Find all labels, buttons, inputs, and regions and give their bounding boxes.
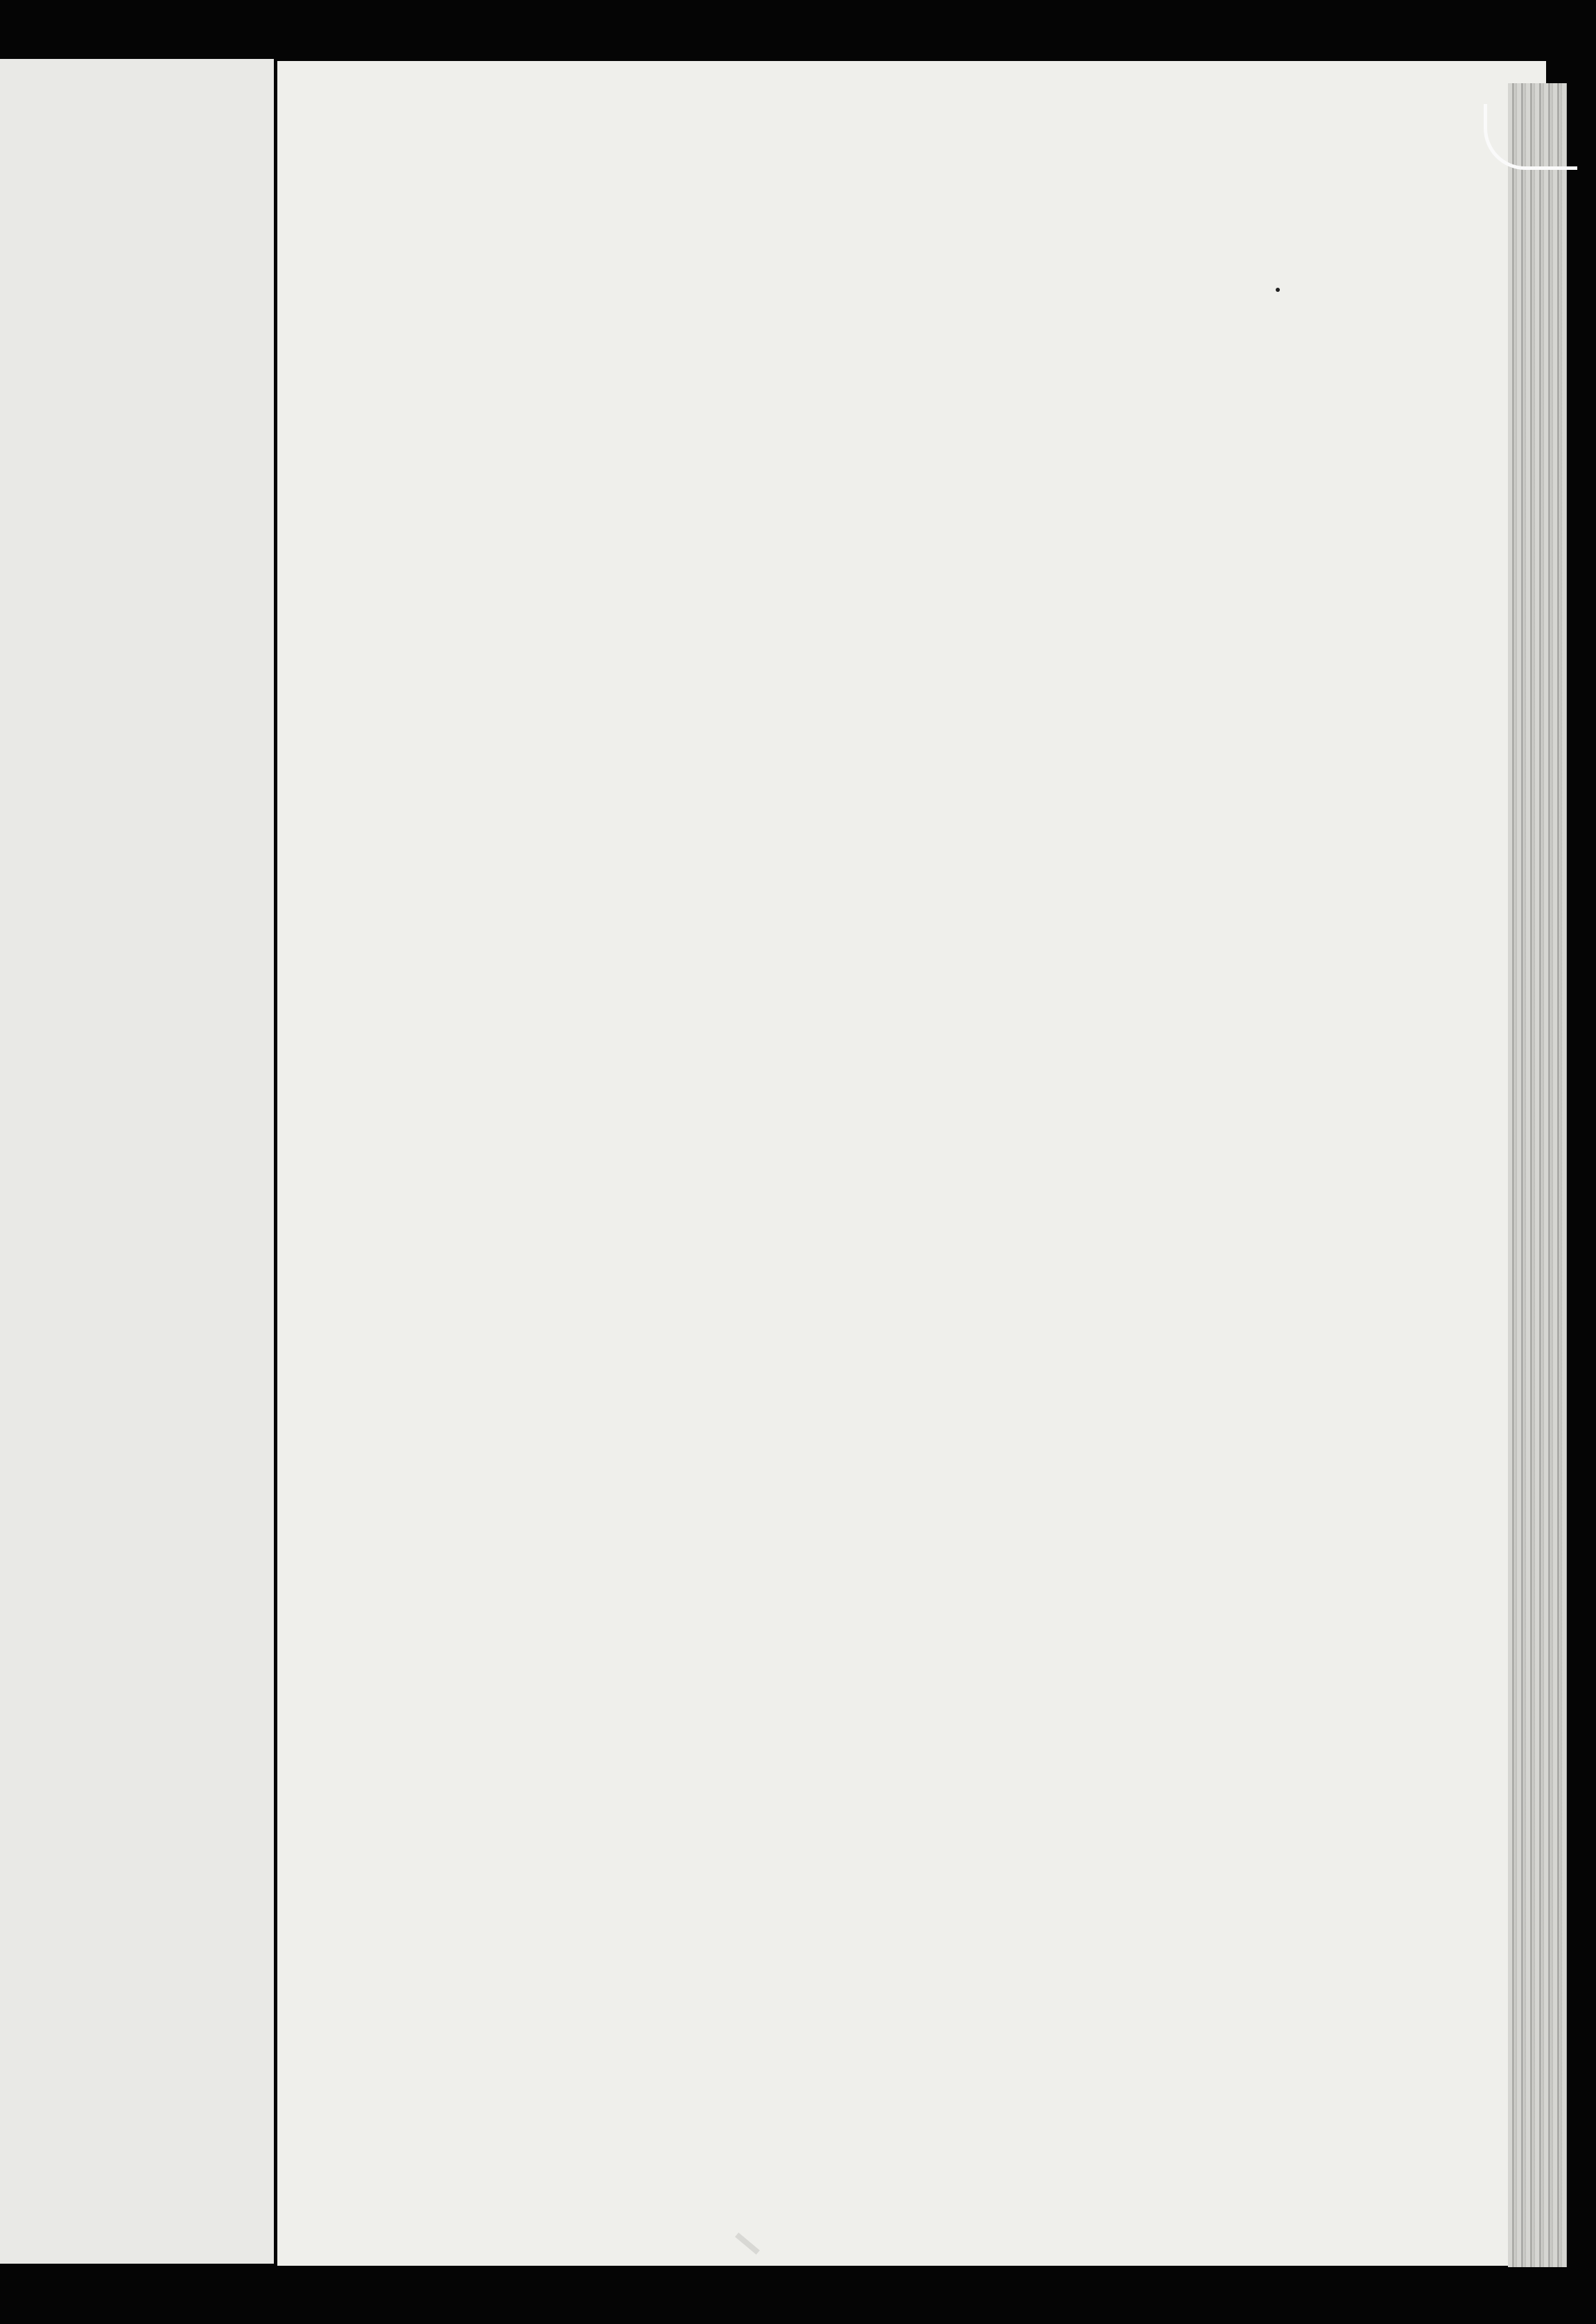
page-corner-curl [1484,104,1577,170]
page-edges [1508,83,1567,2267]
bottom-ink-mark [735,2232,760,2255]
left-page [0,59,274,2264]
right-page [277,61,1546,2266]
ink-speck [1276,288,1280,292]
